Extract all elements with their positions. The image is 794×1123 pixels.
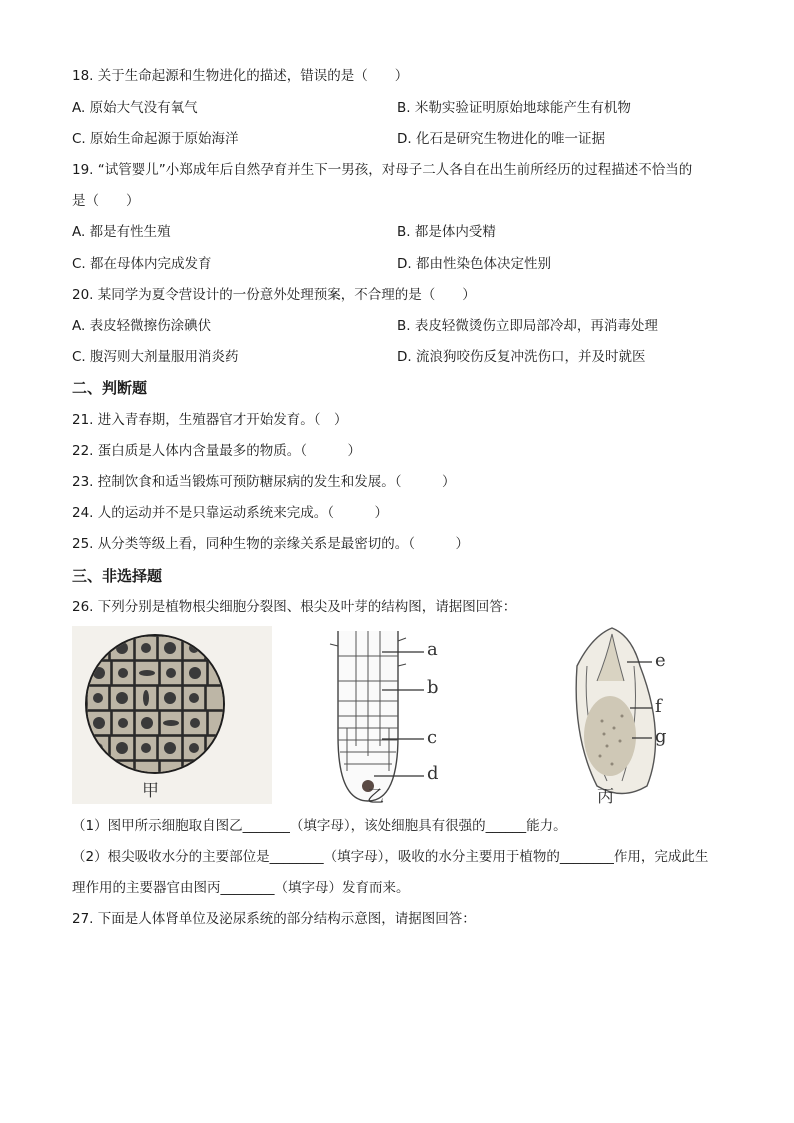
label-c: c <box>427 727 438 748</box>
micrograph-illustration <box>72 626 272 804</box>
label-g: g <box>655 726 667 747</box>
q26-sub2-line1: （2）根尖吸收水分的主要部位是________（填字母），吸收的水分主要用于植物的________作用，完成此生 <box>72 849 709 865</box>
q18-option-d: D. 化石是研究生物进化的唯一证据 <box>397 131 605 147</box>
q19-option-c: C. 都在母体内完成发育 <box>72 256 212 272</box>
q18-option-b: B. 米勒实验证明原始地球能产生有机物 <box>397 100 631 116</box>
leaf-bud-illustration <box>552 626 702 804</box>
q22: 22. 蛋白质是人体内含量最多的物质。（ ） <box>72 443 362 459</box>
q25: 25. 从分类等级上看，同种生物的亲缘关系是最密切的。（ ） <box>72 536 470 552</box>
q20-option-b: B. 表皮轻微烫伤立即局部冷却，再消毒处理 <box>397 318 658 334</box>
figure-yi-caption: 乙 <box>367 787 384 807</box>
q21: 21. 进入青春期，生殖器官才开始发育。（ ） <box>72 412 348 428</box>
label-e: e <box>655 650 666 671</box>
q19-option-d: D. 都由性染色体决定性别 <box>397 256 551 272</box>
figure-bing <box>552 626 702 807</box>
figure-jia-caption: 甲 <box>142 781 159 801</box>
q26-stem: 26. 下列分别是植物根尖细胞分裂图、根尖及叶芽的结构图，请据图回答： <box>72 599 517 615</box>
q19-stem-line2: 是（ ） <box>72 193 140 209</box>
q27-stem: 27. 下面是人体肾单位及泌尿系统的部分结构示意图，请据图回答： <box>72 911 476 927</box>
q19-stem-line1: 19. “试管婴儿”小郑成年后自然孕育并生下一男孩，对母子二人各自在出生前所经历的过程描述不恰当的 <box>72 162 693 178</box>
section-heading-judgment: 二、判断题 <box>72 379 148 397</box>
q26-figure <box>72 626 722 807</box>
q19-option-b: B. 都是体内受精 <box>397 224 496 240</box>
label-d: d <box>427 763 439 784</box>
q20-option-a: A. 表皮轻微擦伤涂碘伏 <box>72 318 212 334</box>
q20-stem: 20. 某同学为夏令营设计的一份意外处理预案，不合理的是（ ） <box>72 287 476 303</box>
section-heading-nonchoice: 三、非选择题 <box>72 567 163 585</box>
q23: 23. 控制饮食和适当锻炼可预防糖尿病的发生和发展。（ ） <box>72 474 456 490</box>
figure-bing-caption: 丙 <box>597 787 614 807</box>
label-b: b <box>427 677 439 698</box>
q24: 24. 人的运动并不是只靠运动系统来完成。（ ） <box>72 505 389 521</box>
q18-option-c: C. 原始生命起源于原始海洋 <box>72 131 239 147</box>
q20-option-d: D. 流浪狗咬伤反复冲洗伤口，并及时就医 <box>397 349 646 365</box>
q18-stem: 18. 关于生命起源和生物进化的描述，错误的是（ ） <box>72 68 409 84</box>
q26-sub2-line2: 理作用的主要器官由图丙________（填字母）发育而来。 <box>72 880 410 896</box>
q18-option-a: A. 原始大气没有氧气 <box>72 100 198 116</box>
figure-jia <box>72 626 272 804</box>
label-a: a <box>427 639 438 660</box>
q26-sub1: （1）图甲所示细胞取自图乙_______（填字母），该处细胞具有很强的______能力。 <box>72 818 567 834</box>
q19-option-a: A. 都是有性生殖 <box>72 224 171 240</box>
root-tip-illustration <box>322 626 472 804</box>
q20-option-c: C. 腹泻则大剂量服用消炎药 <box>72 349 239 365</box>
label-f: f <box>655 696 662 717</box>
figure-yi <box>322 626 472 807</box>
